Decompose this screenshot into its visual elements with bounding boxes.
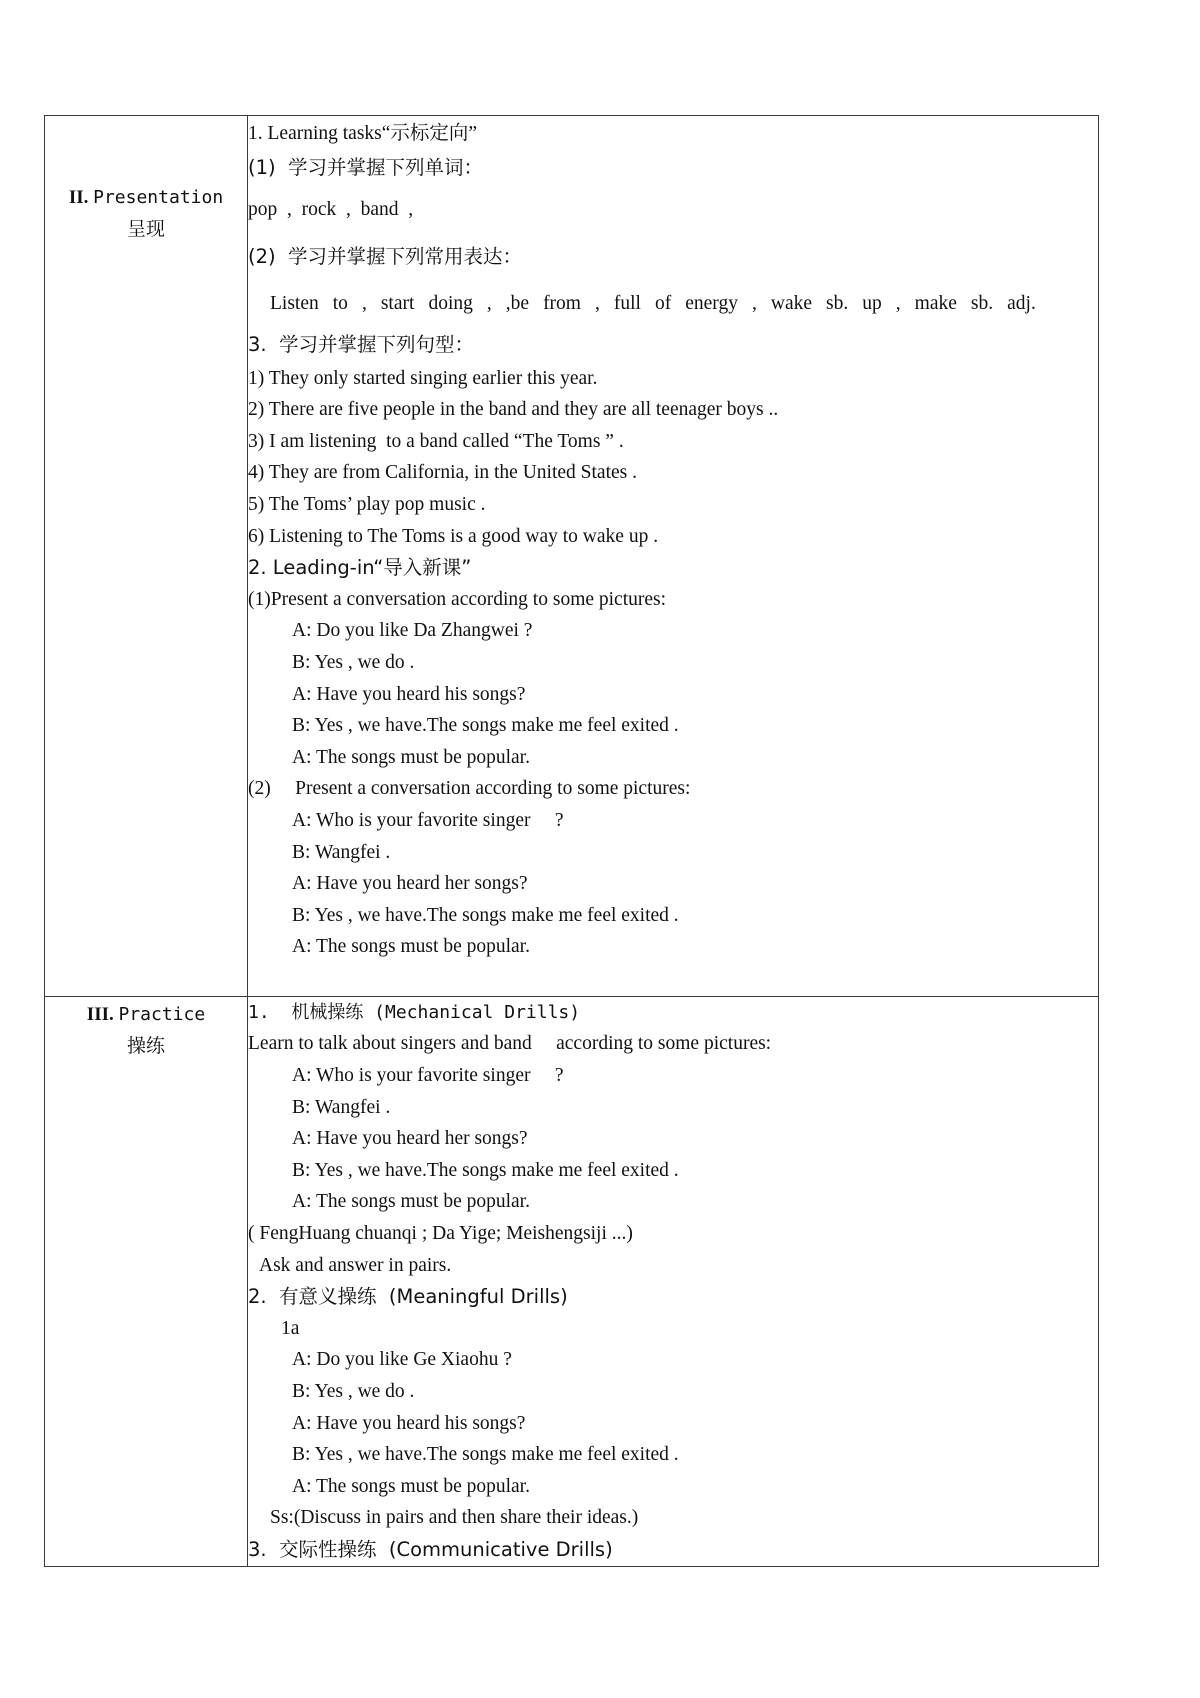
conversation-line: B: Yes , we do . <box>292 651 415 673</box>
conversation-line: B: Wangfei . <box>292 841 391 863</box>
expression-token: energy <box>685 292 738 314</box>
practice-row <box>45 996 1099 1566</box>
sentence-item: 5) The Toms’ play pop music . <box>248 493 486 515</box>
conversation-line: B: Yes , we do . <box>292 1381 415 1402</box>
presentation-label-en: Presentation <box>93 187 224 208</box>
sentence-item: 2) There are five people in the band and they are all teenager boys .. <box>248 399 779 421</box>
expression-token: , <box>895 292 901 314</box>
conversation-line: A: The songs must be popular. <box>292 746 530 768</box>
practice-content-cell <box>248 996 1099 1566</box>
expression-token: , <box>486 292 492 314</box>
expression-token: to <box>332 292 348 314</box>
conversation-line: A: Have you heard his songs? <box>292 683 526 705</box>
expression-token: make <box>914 292 957 314</box>
conversation-line: A: The songs must be popular. <box>292 1191 530 1213</box>
expression-token: adj. <box>1007 292 1036 314</box>
drill-1-pairs: Ask and answer in pairs. <box>259 1254 452 1276</box>
practice-label-number: III. <box>86 1003 114 1025</box>
expression-token: of <box>654 292 672 314</box>
conversation-line: A: Who is your favorite singer ? <box>292 809 564 831</box>
conversation-line: A: Who is your favorite singer ? <box>292 1065 564 1087</box>
drill-1-intro: Learn to talk about singers and band according to some pictures: <box>248 1033 772 1055</box>
lesson-plan-table <box>44 115 1099 1567</box>
presentation-content-cell <box>248 116 1099 997</box>
practice-label-zh: 操练 <box>126 1035 165 1057</box>
expressions-line <box>248 280 1098 327</box>
presentation-label-number: II. <box>68 187 89 208</box>
conversation-line: A: Do you like Da Zhangwei ? <box>292 620 533 642</box>
expressions-heading: (2) 学习并掌握下列常用表达： <box>248 244 523 268</box>
drill-2-discuss: Ss:(Discuss in pairs and then share their ideas.) <box>270 1507 639 1529</box>
conversation-line: A: The songs must be popular. <box>292 936 530 958</box>
presentation-label-cell <box>45 116 248 997</box>
learning-tasks-line: 1. Learning tasks“示标定向” <box>248 123 478 144</box>
conversation-line: A: Have you heard her songs? <box>292 1128 528 1150</box>
conversation-1-heading: (1)Present a conversation according to some pictures: <box>248 588 667 610</box>
expression-token: full <box>613 292 641 314</box>
words-heading: (1) 学习并掌握下列单词： <box>248 155 484 179</box>
practice-label-en: Practice <box>118 1003 206 1025</box>
sentence-item: 1) They only started singing earlier this year. <box>248 367 598 389</box>
conversation-line: B: Yes , we have.The songs make me feel exited . <box>292 1159 679 1181</box>
conversation-2-heading: (2) Present a conversation according to some pictures: <box>248 778 691 800</box>
sentence-item: 4) They are from California, in the United States . <box>248 462 637 484</box>
sentence-item: 3) I am listening to a band called “The Toms ” . <box>248 430 624 452</box>
conversation-line: B: Yes , we have.The songs make me feel exited . <box>292 715 679 737</box>
presentation-label <box>45 182 247 214</box>
expression-token: , <box>751 292 757 314</box>
conversation-line: B: Yes , we have.The songs make me feel exited . <box>292 1444 679 1466</box>
expression-token: , <box>594 292 600 314</box>
expression-token: Listen <box>270 292 319 314</box>
expression-token: doing <box>428 292 473 314</box>
expression-token: , <box>361 292 367 314</box>
practice-label <box>45 999 247 1031</box>
expression-token: up <box>862 292 882 314</box>
conversation-line: A: Have you heard her songs? <box>292 873 528 895</box>
leading-in-line: 2. Leading-in“导入新课” <box>248 556 472 580</box>
conversation-line: A: Have you heard his songs? <box>292 1412 526 1434</box>
drill-1-heading: 1. 机械操练 (Mechanical Drills) <box>248 1001 581 1023</box>
expression-token: start <box>380 292 415 314</box>
expression-token: sb. <box>826 292 849 314</box>
presentation-row <box>45 116 1099 997</box>
drill-2-sub: 1a <box>281 1317 300 1339</box>
sentences-heading: 3. 学习并掌握下列句型： <box>248 332 475 356</box>
conversation-line: A: Do you like Ge Xiaohu ? <box>292 1349 512 1371</box>
drill-3-heading: 3. 交际性操练 (Communicative Drills) <box>248 1537 613 1561</box>
practice-label-cell <box>45 996 248 1566</box>
expression-token: wake <box>770 292 813 314</box>
conversation-line: B: Wangfei . <box>292 1096 391 1118</box>
expression-token: from <box>543 292 581 314</box>
expression-token: ,be <box>505 292 530 314</box>
expression-token: sb. <box>970 292 994 314</box>
words-line: pop , rock , band , <box>248 198 414 220</box>
drill-1-examples: ( FengHuang chuanqi ; Da Yige; Meishengsiji ...) <box>248 1223 633 1245</box>
presentation-label-zh: 呈现 <box>126 219 165 240</box>
sentence-item: 6) Listening to The Toms is a good way to wake up . <box>248 525 659 547</box>
conversation-line: A: The songs must be popular. <box>292 1475 530 1497</box>
conversation-line: B: Yes , we have.The songs make me feel exited . <box>292 904 679 926</box>
drill-2-heading: 2. 有意义操练 (Meaningful Drills) <box>248 1285 568 1309</box>
